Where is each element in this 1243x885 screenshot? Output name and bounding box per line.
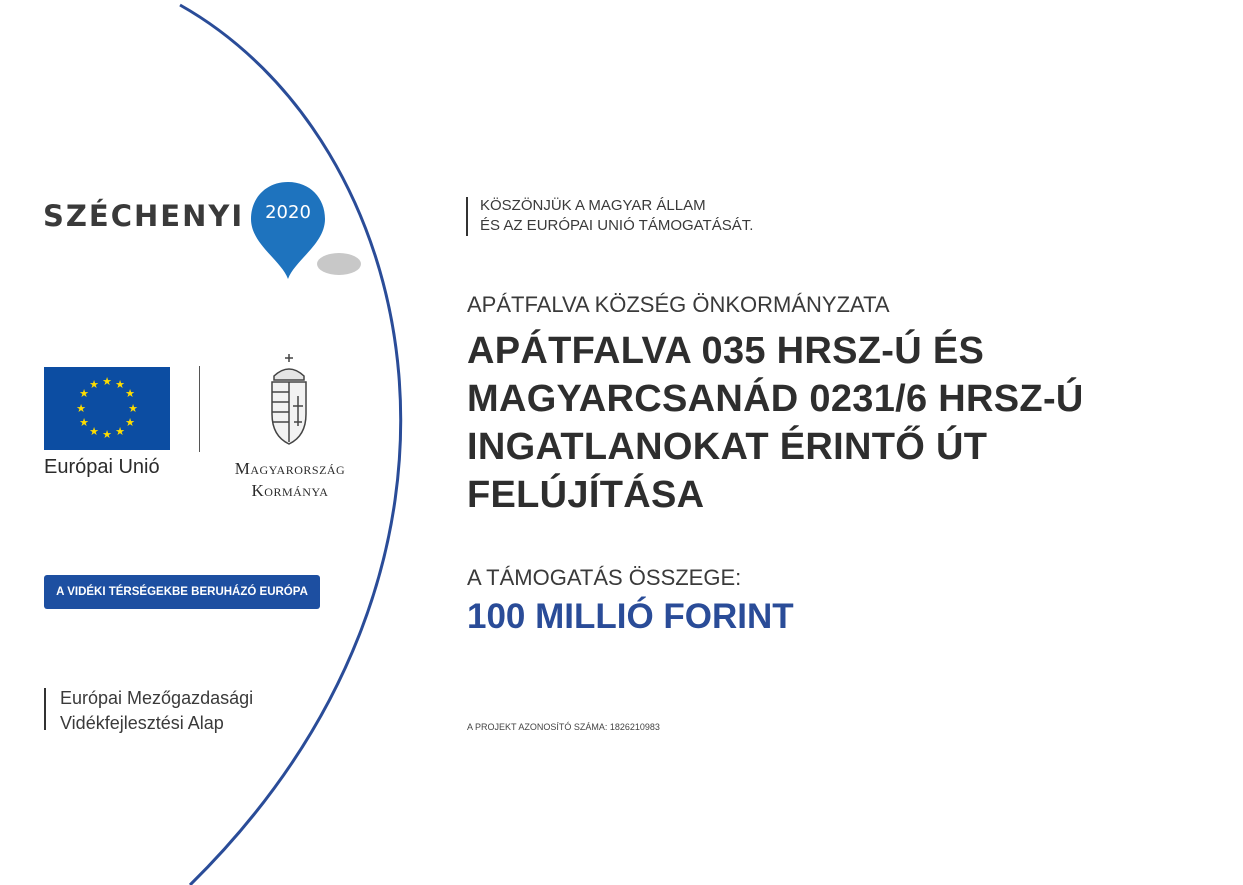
fund-accent-bar	[44, 688, 46, 730]
svg-text:★: ★	[125, 387, 135, 400]
svg-text:★: ★	[115, 378, 125, 391]
eu-stars-icon	[44, 367, 170, 450]
svg-text:★: ★	[102, 428, 112, 441]
rural-europe-banner: A VIDÉKI TÉRSÉGEKBE BERUHÁZÓ EURÓPA	[44, 575, 320, 609]
svg-text:★: ★	[128, 402, 138, 415]
thanks-message	[480, 196, 753, 236]
coat-of-arms-icon	[262, 352, 316, 448]
government-label-line2: Kormánya	[251, 481, 329, 500]
svg-text:★: ★	[89, 425, 99, 438]
svg-text:★: ★	[79, 416, 89, 429]
support-label: A TÁMOGATÁS ÖSSZEGE:	[467, 565, 742, 590]
thanks-accent-bar	[466, 197, 468, 236]
map-pin-icon	[251, 182, 371, 282]
szechenyi-year: 2020	[265, 202, 311, 223]
project-title-line1: APÁTFALVA 035 HRSZ-Ú ÉS	[467, 330, 985, 372]
fund-name-line1: Európai Mezőgazdasági	[60, 688, 254, 708]
government-label	[205, 458, 375, 502]
project-title-line2: MAGYARCSANÁD 0231/6 HRSZ-Ú	[467, 378, 1084, 420]
logo-divider	[199, 366, 200, 452]
fund-name-line2: Vidékfejlesztési Alap	[60, 713, 224, 733]
eu-flag	[44, 367, 170, 450]
svg-text:★: ★	[76, 402, 86, 415]
svg-text:★: ★	[79, 387, 89, 400]
project-title-line3: INGATLANOKAT ÉRINTŐ ÚT	[467, 426, 988, 468]
support-amount: 100 MILLIÓ FORINT	[467, 597, 794, 636]
svg-text:★: ★	[125, 416, 135, 429]
svg-text:★: ★	[115, 425, 125, 438]
project-title	[467, 327, 1187, 519]
szechenyi-wordmark: SZÉCHENYI	[43, 199, 245, 233]
szechenyi-2020-logo	[43, 182, 333, 282]
beneficiary-name: APÁTFALVA KÖZSÉG ÖNKORMÁNYZATA	[467, 292, 890, 317]
svg-text:★: ★	[89, 378, 99, 391]
fund-name	[60, 686, 253, 736]
thanks-line1: KÖSZÖNJÜK A MAGYAR ÁLLAM	[480, 197, 706, 214]
eu-label: Európai Unió	[44, 456, 160, 478]
project-id: A PROJEKT AZONOSÍTÓ SZÁMA: 1826210983	[467, 722, 660, 732]
government-label-line1: Magyarország	[234, 459, 346, 478]
project-title-line4: FELÚJÍTÁSA	[467, 474, 705, 516]
thanks-line2: ÉS AZ EURÓPAI UNIÓ TÁMOGATÁSÁT.	[480, 217, 754, 234]
svg-text:★: ★	[102, 375, 112, 388]
